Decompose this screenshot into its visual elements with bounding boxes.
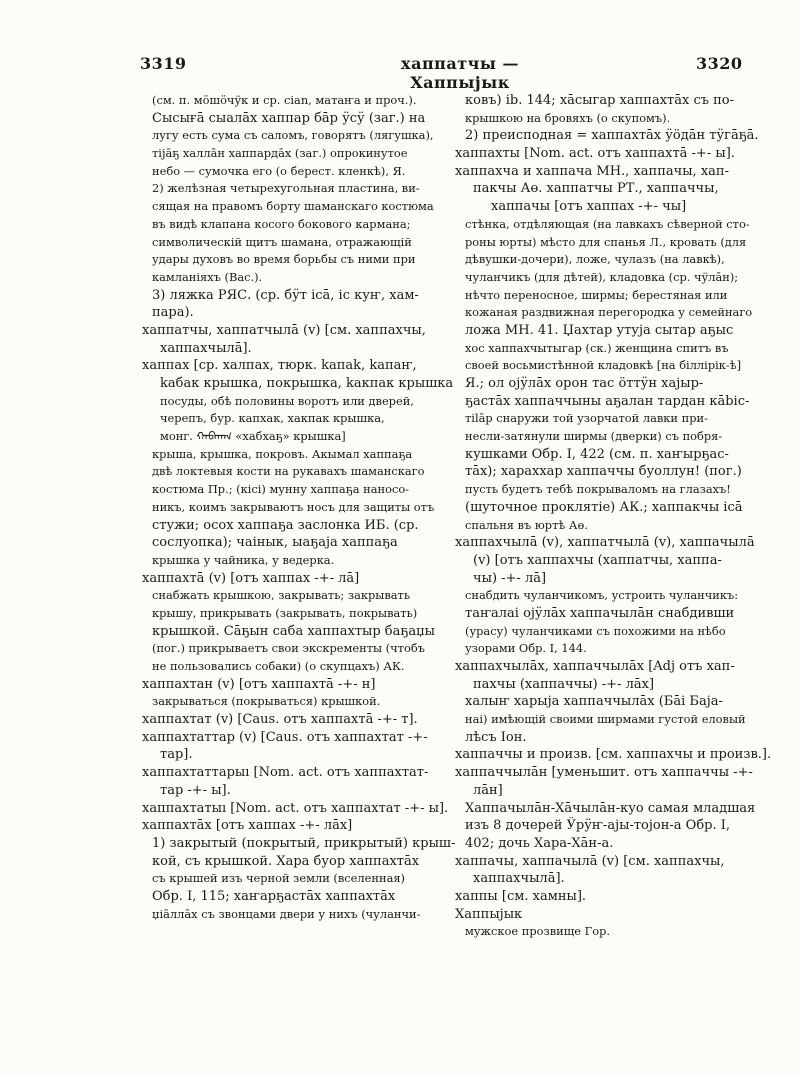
text-line: снабдить чуланчикомъ, устроить чуланчикъ: [465, 588, 739, 603]
text-line: ковъ) ib. 144; хāсыгар хаппахтāх съ по- [465, 93, 735, 108]
text-line: въ видѣ клапана косого бокового кармана; [152, 216, 411, 231]
text-line: хаппахтāх [отъ хаппах -+- лāх] [142, 818, 353, 834]
text-line: не пользовались собаки) (о скупцахъ) АК. [152, 659, 405, 673]
text-line: 2) преисподная = хаппахтāх ӱöдāн тӱгāҕā. [465, 128, 759, 144]
text-line: хаппачы [отъ хаппах -+- чы] [491, 199, 687, 215]
text-line: Сысығā сыалāх хаппар бāр ӱсӱ (заг.) на [152, 110, 426, 126]
text-line: закрываться (покрываться) крышкой. [152, 694, 381, 709]
text-line: хаппах [ср. халпах, тюрк. kапаk, kапаҥ, [142, 358, 417, 374]
text-line: тар]. [160, 747, 193, 763]
left-column [142, 92, 472, 923]
text-line: двѣ локтевыя кости на рукавахъ шаманскаго [152, 464, 425, 479]
text-line: (шуточное проклятіе) АК.; хаппакчы ісā [465, 499, 743, 515]
text-line: џіāллāх съ звонцами двери у нихъ (чуланчи- [152, 906, 421, 921]
text-line: тіјāҕ халлāн хаппардāх (заг.) опрокинутое [152, 146, 408, 161]
text-line: своей восьмистѣнной кладовкѣ [на біллірік-ѣ] [465, 358, 742, 373]
text-line: ҕастāх хаппаччыны аҕалан тардан кābіс- [465, 393, 750, 409]
text-line: крышу, прикрывать (закрывать, покрывать) [152, 605, 418, 620]
text-line: снабжать крышкою, закрывать; закрывать [152, 588, 411, 603]
text-line: никъ, коимъ закрываютъ носъ для защиты отъ [152, 499, 435, 514]
text-line: пахчы (хаппаччы) -+- лāх] [473, 676, 655, 692]
text-line: хос хаппахчытыгар (ск.) женщина спитъ въ [465, 340, 729, 355]
text-line: (урасу) чуланчиками съ похожими на нѣбо [465, 623, 726, 638]
text-line: крышка у чайника, у ведерка. [152, 552, 335, 567]
text-line: узорами Обр. I, 144. [465, 641, 587, 656]
text-line: Обр. I, 115; хаҥарҕастāх хаппахтāх [152, 888, 396, 904]
text-line: 3) ляжка РЯС. (ср. бӱт ісā, іс куҥ, хам- [152, 287, 419, 303]
text-line: kабак крышка, покрышка, kакпак крышка [160, 376, 454, 391]
right-column [455, 92, 790, 941]
running-head: хаппатчы — Хаппыјык [401, 54, 519, 92]
text-line: мужское прозвище Гор. [465, 924, 610, 939]
text-line: 402; дочь Хара-Хāн-а. [465, 835, 614, 851]
text-line: пусть будетъ тебѣ покрываломъ на глазахъ! [465, 482, 731, 497]
text-line: тіlāр снаружи той узорчатой лавки при- [465, 411, 708, 426]
text-line: спальня въ юртѣ Аө. [465, 517, 588, 532]
text-line: хаппахты [Nom. act. отъ хаппахтā -+- ы]. [455, 146, 735, 162]
text-line: хаппаччы и произв. [см. хаппахчы и произв.]. [455, 747, 772, 763]
text-line: лѣсъ Іон. [465, 729, 527, 745]
text-line: хаппачы, хаппачылā (v) [см. хаппахчы, [455, 853, 725, 869]
text-line: лāн] [473, 782, 503, 798]
text-line: хаппахчылā]. [160, 340, 252, 356]
text-line: тāх); хараххар хаппаччы буоллун! (пог.) [465, 464, 742, 480]
text-line: символическій щитъ шамана, отражающій [152, 234, 412, 249]
text-line: сящая на правомъ борту шаманскаго костюма [152, 199, 434, 214]
text-line: крыша, крышка, покровъ. Акымал хаппаҕа [152, 446, 413, 461]
text-line: хаппы [см. хамны]. [455, 888, 587, 904]
text-line: халыҥ харыја хаппаччылāх (Бāі Баја- [465, 694, 723, 710]
page-number-left: 3319 [140, 54, 187, 73]
text-line: (см. п. мӧшӧчӱк и ср. сіаn, матаҥа и проч.). [152, 93, 417, 107]
text-line: сослуопка); чаінык, ыаҕаја хаппаҕа [152, 535, 398, 551]
text-line: хаппахчылāх, хаппаччылāх [Adj отъ хап- [455, 659, 735, 674]
text-line: посуды, обѣ половины воротъ или дверей, [160, 393, 414, 408]
text-line: крышкой. Сāҕын саба хаппахтыр баҕаџы [152, 623, 435, 639]
text-line: хаппахча и хаппача МН., хаппачы, хап- [455, 163, 729, 179]
text-line: (пог.) прикрываетъ свои экскременты (чтобъ [152, 641, 425, 656]
text-line: 2) желѣзная четырехугольная пластина, ви- [152, 181, 420, 196]
text-line: пара). [152, 305, 194, 321]
text-line: ложа МН. 41. Џахтар утуја сытар аҕыс [465, 322, 734, 338]
text-line: монг. ᠬᠠᠪᠬᠠᠭ «хабхаҕ» крышка] [160, 429, 346, 444]
text-line: черепъ, бур. капхак, хакпак крышка, [160, 411, 385, 426]
text-line: лугу есть сума съ саломъ, говорятъ (лягушка), [152, 128, 434, 143]
page-number-right: 3320 [696, 54, 743, 73]
text-line: стѣнка, отдѣляющая (на лавкахъ сѣверной сто- [465, 216, 750, 231]
text-line: 1) закрытый (покрытый, прикрытый) крыш- [152, 835, 456, 851]
text-line: хаппаччылāн [уменьшит. отъ хаппаччы -+- [455, 765, 753, 781]
text-line: роны юрты) мѣсто для спанья Л., кровать (для [465, 234, 747, 249]
text-line: чы) -+- лā] [473, 570, 547, 586]
text-line: изъ 8 дочерей Ӱрӱҥ-аjы-тојон-а Обр. I, [465, 818, 731, 834]
text-line: нѣчто переносное, ширмы; берестяная или [465, 287, 728, 302]
text-line: несли-затянули ширмы (дверки) съ побря- [465, 429, 723, 444]
text-line: Я.; ол оjӱлāх орон тас öттӱн хаjыр- [465, 376, 704, 391]
text-line: пакчы Аө. хаппатчы РТ., хаппаччы, [473, 181, 719, 197]
text-line: дѣвушки-дочери), ложе, чулазъ (на лавкѣ), [465, 252, 725, 267]
text-line: хаппахтан (v) [отъ хаппахтā -+- н] [142, 676, 376, 692]
text-line: тар -+- ы]. [160, 782, 231, 798]
text-line: кой, съ крышкой. Хара буор хаппахтāх [152, 853, 420, 869]
text-line: наі) имѣющій своими ширмами густой еловый [465, 712, 746, 727]
text-line: костюма Пр.; (кісі) мунну хаппаҕа наносо- [152, 482, 410, 497]
text-line: хаппахтаттар (v) [Caus. отъ хаппахтат -+- [142, 729, 428, 745]
text-line: хаппатчы, хаппатчылā (v) [см. хаппахчы, [142, 322, 426, 338]
text-line: камланіяхъ (Вас.). [152, 269, 263, 284]
text-line: стужи; осох хаппаҕа заслонка ИБ. (ср. [152, 517, 419, 533]
text-line: чуланчикъ (для дѣтей), кладовка (ср. чӱлāн); [465, 269, 739, 284]
text-line: (v) [отъ хаппахчы (хаппатчы, хаппа- [473, 552, 722, 568]
text-line: хаппахтатыı [Nom. act. отъ хаппахтат -+- ы]. [142, 800, 449, 816]
text-line: крышкою на бровяхъ (о скупомъ). [465, 110, 671, 125]
text-line: съ крышей изъ черной земли (вселенная) [152, 871, 405, 886]
text-line: хаппахтā (v) [отъ хаппах -+- лā] [142, 570, 360, 586]
text-line: Хаппачылāн-Хāчылāн-куо самая младшая [465, 800, 756, 816]
text-line: Хаппыјык [455, 906, 523, 922]
text-line: хаппахчылā]. [473, 871, 565, 887]
text-line: таҥалаі оjӱлāх хаппачылāн снабдивши [465, 605, 735, 621]
text-line: небо — сумочка его (о берест. кленкѣ), Я. [152, 163, 406, 178]
text-line: кожаная раздвижная перегородка у семейнаго [465, 305, 753, 320]
text-line: хаппахтат (v) [Caus. отъ хаппахтā -+- т]. [142, 712, 418, 728]
text-line: хаппахчылā (v), хаппатчылā (v), хаппачылā [455, 535, 755, 551]
text-line: хаппахтаттарыı [Nom. act. отъ хаппахтат- [142, 765, 429, 781]
text-line: удары духовъ во время борьбы съ ними при [152, 252, 416, 267]
text-line: кушками Обр. I, 422 (см. п. хаҥырҕас- [465, 446, 729, 462]
